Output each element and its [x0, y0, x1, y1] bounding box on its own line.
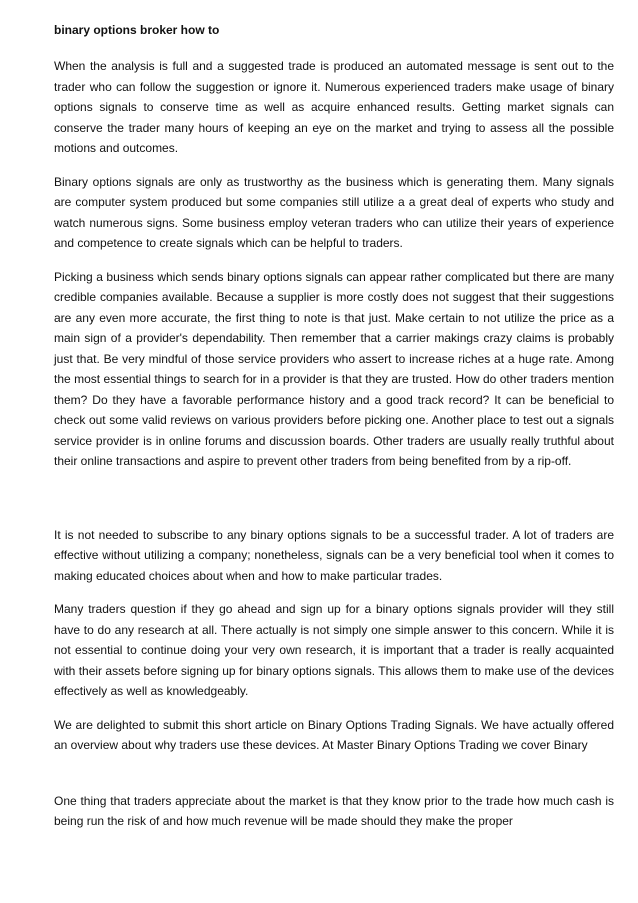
- paragraph-6: We are delighted to submit this short article on Binary Options Trading Signals. We have actually offered an overview about why traders use these devices. At Master Binary Options Trading we cover Binary: [54, 717, 614, 752]
- paragraph-4: It is not needed to subscribe to any binary options signals to be a successful trader. A lot of traders are effective without utilizing a company; nonetheless, signals can be a very beneficial tool when it comes to making educated choices about when and how to make particular trades.: [54, 527, 614, 583]
- paragraph-2: Binary options signals are only as trustworthy as the business which is generating them. Many signals are computer system produced but some companies still utilize a a great deal of experts who study and watch numerous signs. Some business employ veteran traders who can utilize their years of experience and competence to create signals which can be helpful to traders.: [54, 174, 614, 250]
- paragraph-3: Picking a business which sends binary options signals can appear rather complicated but there are many credible companies available. Because a supplier is more costly does not suggest that their suggestions are any even more accurate, the first thing to note is that just. Make certain to not utilize the price as a main sign of a provider's dependability. Then remember that a carrier makings crazy claims is probably just that. Be very mindful of those service providers who assert to increase riches at a huge rate. Among the most essential things to search for in a provider is that they are trusted. How do other traders mention them? Do they have a favorable performance history and a good track record? It can be beneficial to check out some valid reviews on various providers before picking one. Another place to test out a signals service provider is in online forums and discussion boards. Other traders are usually really truthful about their online transactions and aspire to prevent other traders from being benefited from by a rip-off.: [54, 269, 614, 468]
- document-title: binary options broker how to: [54, 23, 220, 37]
- paragraph-5: Many traders question if they go ahead and sign up for a binary options signals provider will they still have to do any research at all. There actually is not simply one simple answer to this concern. While it is not essential to continue doing your very own research, it is important that a trader is really acquainted with their assets before signing up for binary options signals. This allows them to make use of the devices effectively as well as knowledgeably.: [54, 602, 614, 698]
- document-page: [54, 22, 614, 845]
- spacer: [54, 485, 614, 525]
- spacer: [54, 769, 614, 791]
- paragraph-1: When the analysis is full and a suggested trade is produced an automated message is sent out to the trader who can follow the suggestion or ignore it. Numerous experienced traders make usage of binary options signals to conserve time as well as acquire enhanced results. Getting market signals can conserve the trader many hours of keeping an eye on the market and trying to assess all the possible motions and outcomes.: [54, 59, 614, 155]
- paragraph-7: One thing that traders appreciate about the market is that they know prior to the trade how much cash is being run the risk of and how much revenue will be made should they make the proper: [54, 793, 614, 828]
